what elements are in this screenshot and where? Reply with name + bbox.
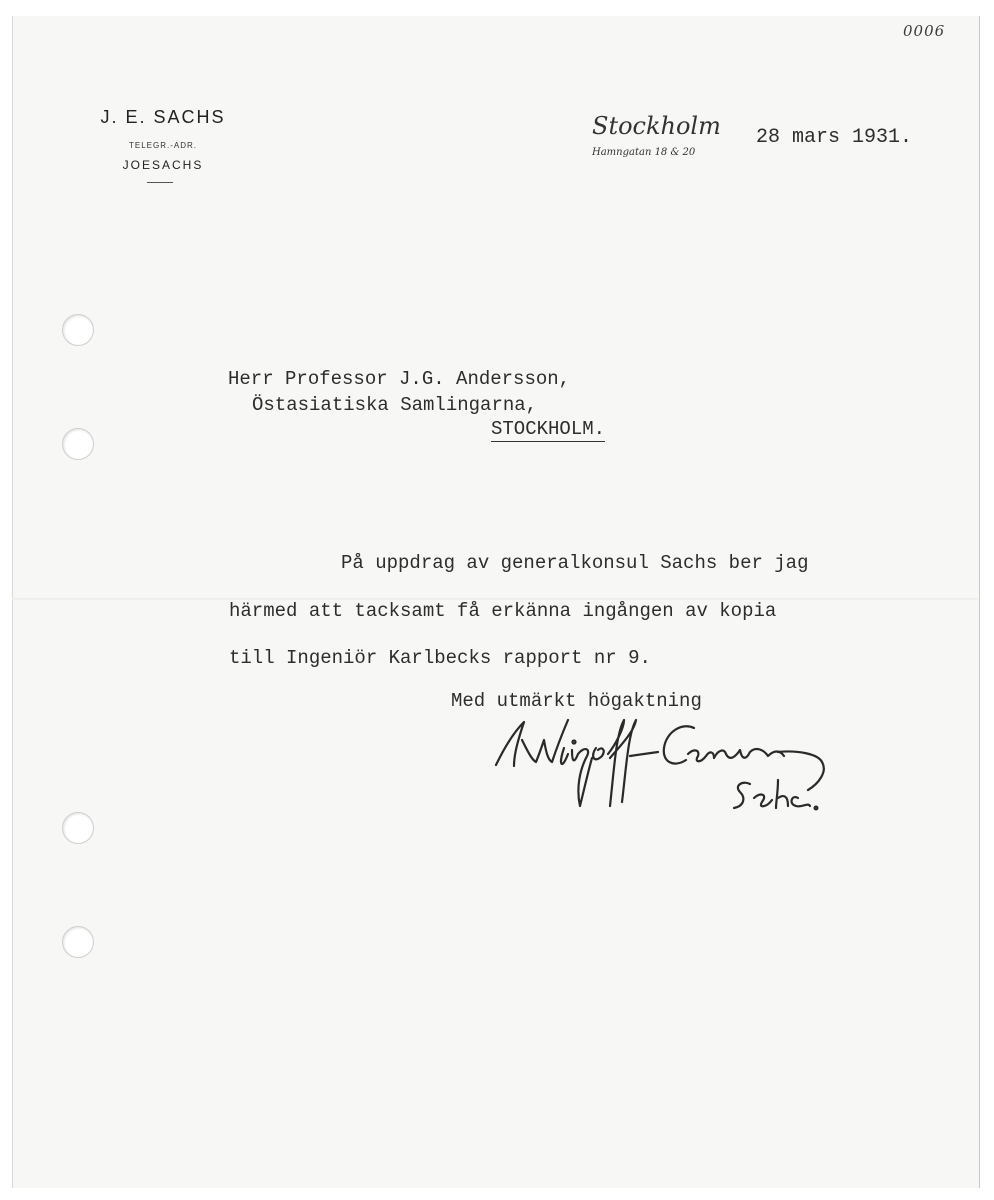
letterhead-telegraph-code: JOESACHS (122, 158, 204, 172)
recipient-city (491, 418, 605, 440)
letterhead-company: J. E. SACHS (100, 107, 226, 127)
punch-hole (62, 314, 94, 346)
recipient-line-1: Herr Professor J.G. Andersson, (228, 368, 571, 390)
body-line-3: till Ingeniör Karlbecks rapport nr 9. (229, 647, 651, 669)
letterhead-telegraph-label: TELEGR.-ADR. (128, 141, 197, 150)
letterhead-rule (147, 182, 173, 183)
handwritten-signature (488, 710, 858, 820)
letter-date: 28 mars 1931. (756, 126, 913, 149)
body-line-2: härmed att tacksamt få erkänna ingången av kopia (229, 600, 777, 622)
letterhead-city: Stockholm (592, 112, 721, 140)
recipient-city-text: STOCKHOLM. (491, 418, 606, 440)
archive-number: 0006 (903, 22, 946, 40)
closing-text: Med utmärkt högaktning (451, 690, 702, 712)
body-line-1: På uppdrag av generalkonsul Sachs ber jag (341, 552, 809, 574)
punch-hole (62, 428, 94, 460)
recipient-line-2: Östasiatiska Samlingarna, (252, 394, 538, 416)
punch-hole (62, 926, 94, 958)
letterhead-street: Hamngatan 18 & 20 (592, 147, 696, 158)
punch-hole (62, 812, 94, 844)
